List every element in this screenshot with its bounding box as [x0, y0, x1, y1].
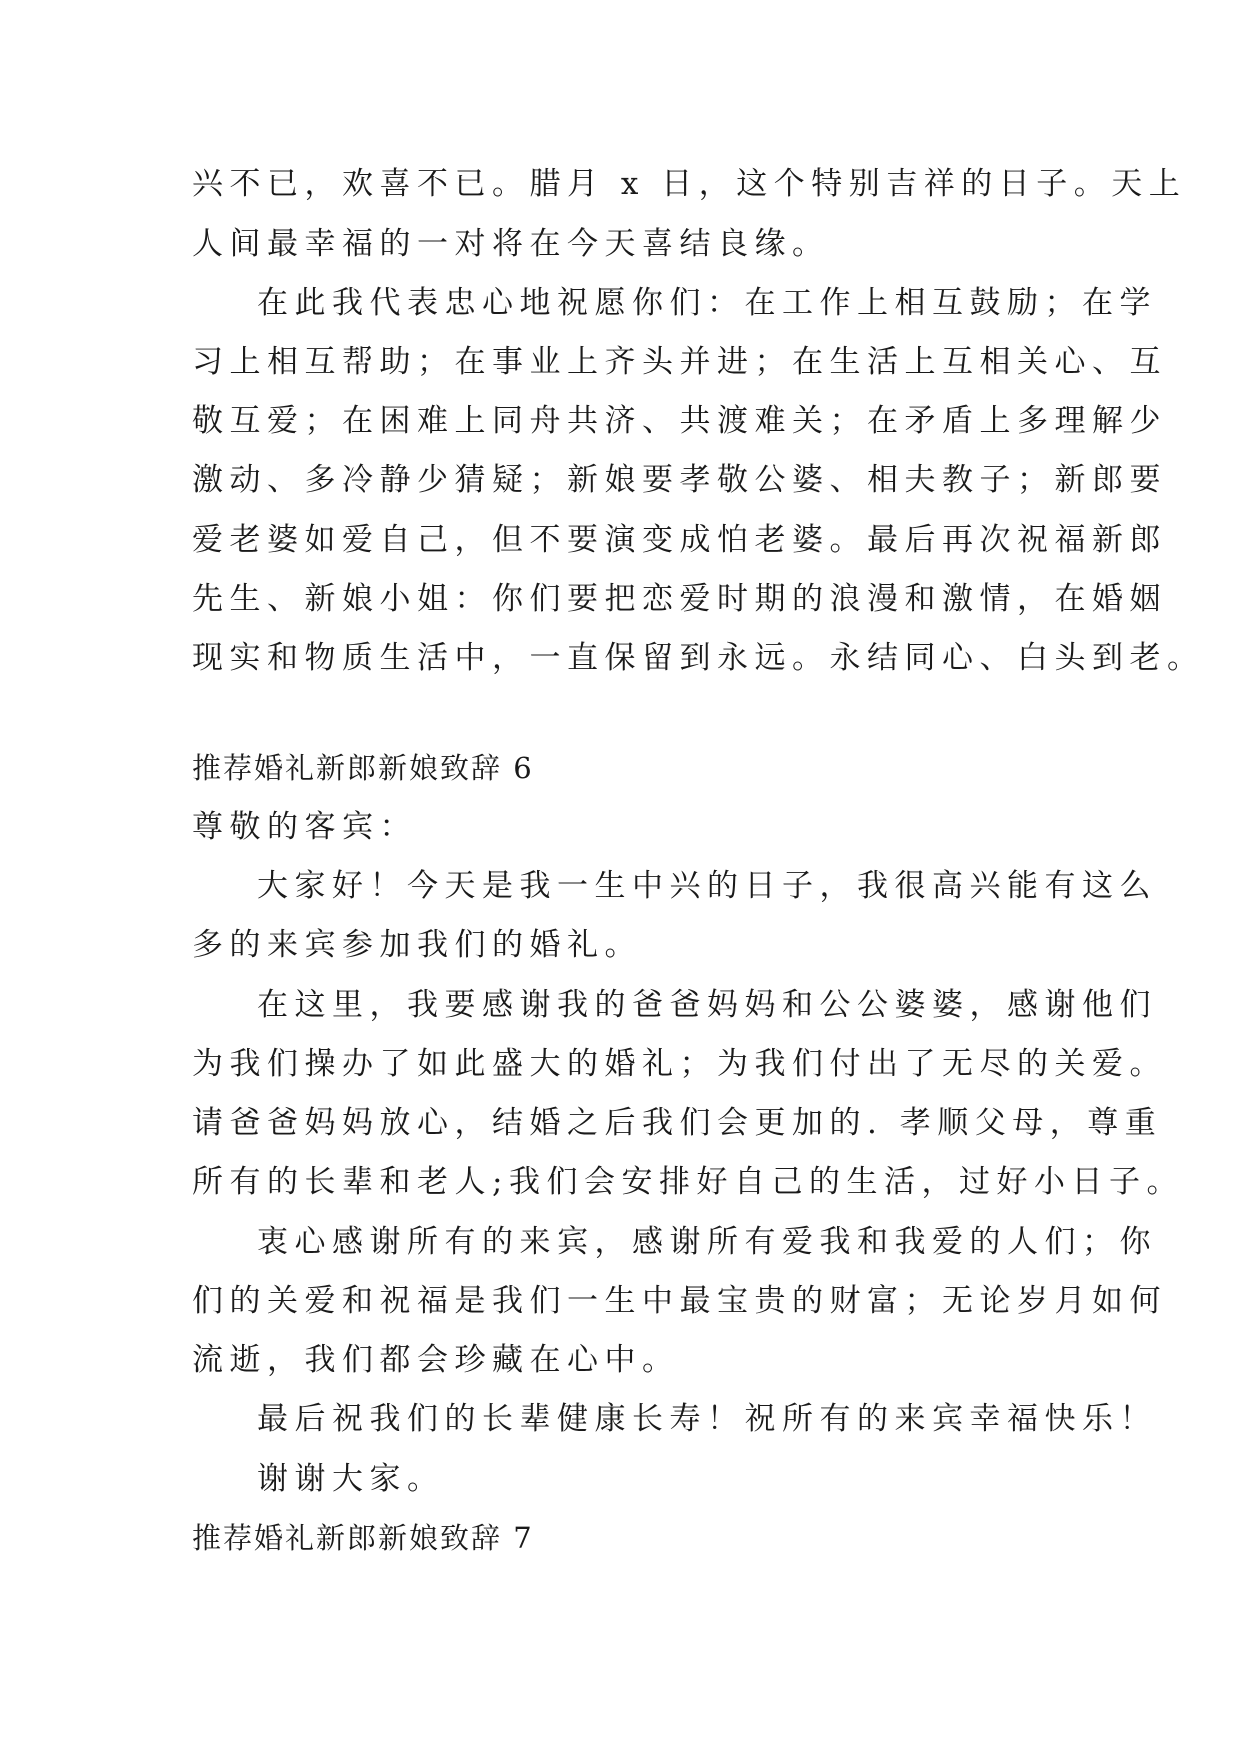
paragraph-line: 在这里，我要感谢我的爸爸妈妈和公公婆婆，感谢他们	[257, 987, 1157, 1023]
paragraph-line: 敬互爱；在困难上同舟共济、共渡难关；在矛盾上多理解少	[192, 403, 1167, 439]
paragraph-line: 在此我代表忠心地祝愿你们：在工作上相互鼓励；在学	[257, 285, 1157, 321]
paragraph-line: 流逝，我们都会珍藏在心中。	[192, 1342, 680, 1378]
paragraph-line: 爱老婆如爱自己，但不要演变成怕老婆。最后再次祝福新郎	[192, 522, 1167, 558]
paragraph-line: 现实和物质生活中，一直保留到永远。永结同心、白头到老。	[192, 640, 1205, 676]
paragraph-line: 衷心感谢所有的来宾，感谢所有爱我和我爱的人们；你	[257, 1224, 1157, 1260]
section-heading: 推荐婚礼新郎新娘致辞 7	[192, 1521, 534, 1555]
paragraph-line: 兴不已，欢喜不已。腊月 x 日，这个特别吉祥的日子。天上	[192, 166, 1187, 202]
paragraph-line: 习上相互帮助；在事业上齐头并进；在生活上互相关心、互	[192, 344, 1167, 380]
paragraph-line: 请爸爸妈妈放心，结婚之后我们会更加的. 孝顺父母，尊重	[192, 1105, 1163, 1141]
section-heading: 推荐婚礼新郎新娘致辞 6	[192, 751, 534, 785]
paragraph-line: 最后祝我们的长辈健康长寿！祝所有的来宾幸福快乐！	[257, 1401, 1157, 1437]
salutation: 尊敬的客宾：	[192, 809, 417, 845]
paragraph-line: 多的来宾参加我们的婚礼。	[192, 927, 642, 963]
paragraph-line: 为我们操办了如此盛大的婚礼；为我们付出了无尽的关爱。	[192, 1046, 1167, 1082]
closing-line: 谢谢大家。	[257, 1461, 445, 1497]
paragraph-line: 大家好！今天是我一生中兴的日子，我很高兴能有这么	[257, 868, 1157, 904]
paragraph-line: 所有的长辈和老人;我们会安排好自己的生活，过好小日子。	[192, 1164, 1184, 1200]
paragraph-line: 激动、多冷静少猜疑；新娘要孝敬公婆、相夫教子；新郎要	[192, 462, 1167, 498]
paragraph-line: 先生、新娘小姐：你们要把恋爱时期的浪漫和激情，在婚姻	[192, 581, 1167, 617]
paragraph-line: 们的关爱和祝福是我们一生中最宝贵的财富；无论岁月如何	[192, 1283, 1167, 1319]
paragraph-line: 人间最幸福的一对将在今天喜结良缘。	[192, 226, 830, 262]
